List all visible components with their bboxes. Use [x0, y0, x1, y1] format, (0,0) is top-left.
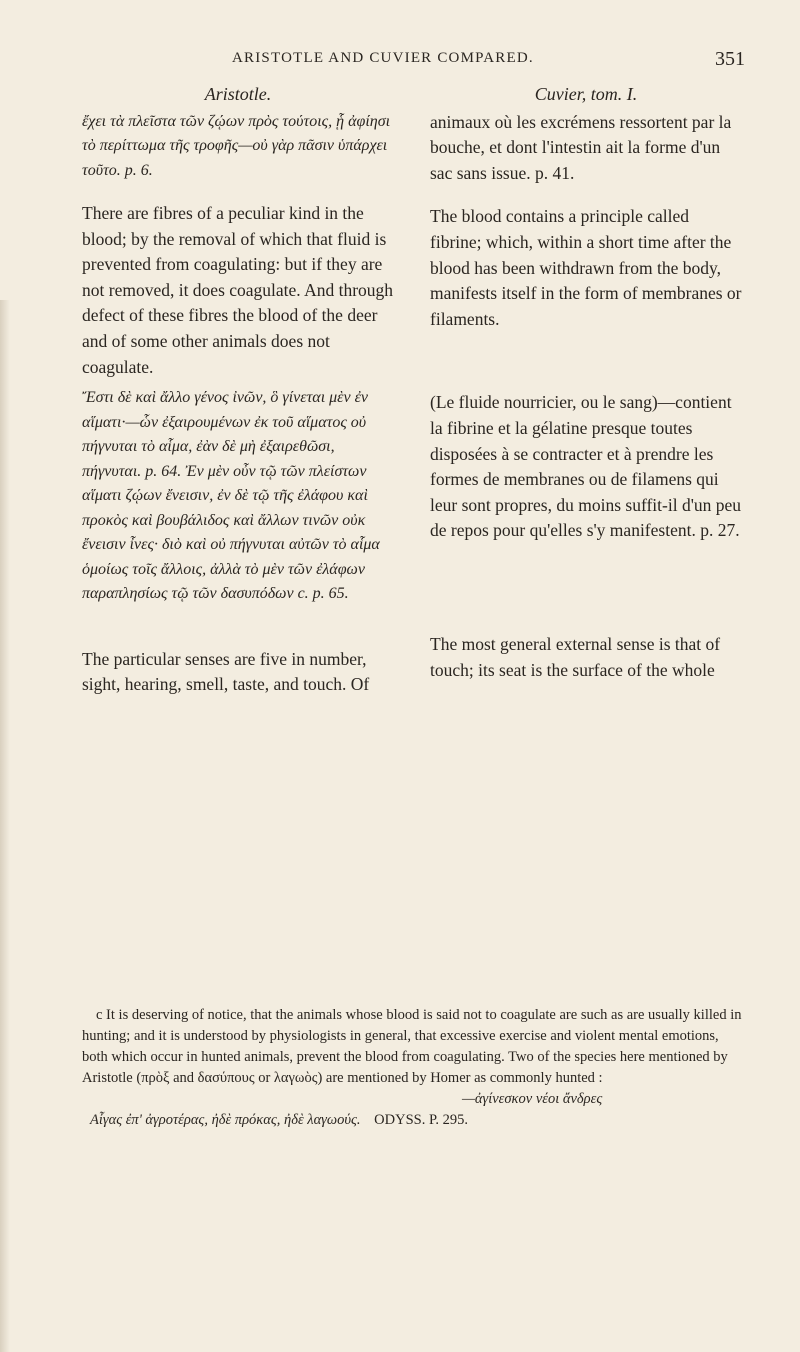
- right-column-heading: Cuvier, tom. I.: [534, 84, 638, 104]
- homer-quote-line-1: —ἀγίνεσκον νέοι ἄνδρες: [462, 1091, 603, 1107]
- running-head: ARISTOTLE AND CUVIER COMPARED.: [232, 50, 534, 66]
- left-column-heading: Aristotle.: [204, 84, 272, 104]
- page-edge-shadow: [0, 300, 10, 1352]
- homer-citation: ODYSS. P. 295.: [374, 1112, 469, 1128]
- greek-passage-2: Ἔστι δὲ καὶ ἄλλο γένος ἰνῶν, ὃ γίνεται μὲν ἐν αἵματι·—ὧν ἐξαιρουμένων ἐκ τοῦ αἵματος οὐ πήγνυται τὸ αἷμα, ἐὰν δὲ μὴ ἐξαιρεθῶσι, πήγνυται. p. 64. Ἐν μὲν οὖν τῷ τῶν πλείστων αἵματι ζῴων ἔνεισιν, ἐν δὲ τῷ τῆς ἐλάφου καὶ προκὸς καὶ βουβάλιδος καὶ ἄλλων τινῶν οὐκ ἔνεισιν ἶνες· διὸ καὶ οὐ πήγνυται αὐτῶν τὸ αἷμα ὁμοίως τοῖς ἄλλοις, ἀλλὰ τὸ μὲν τῶν ἐλάφων παραπλησίως τῷ τῶν δασυπόδων c. p. 65.: [82, 389, 380, 603]
- touch-paragraph: The most general external sense is that of touch; its seat is the surface of the whole: [430, 633, 721, 680]
- footnote: [82, 1005, 742, 1131]
- right-column-cuvier: [430, 82, 742, 683]
- homer-quote-line-2: [82, 1110, 742, 1131]
- blood-fibres-paragraph: There are fibres of a peculiar kind in the blood; by the removal of which that fluid is prevented from coagulating: but if they are not removed, it does coagulate. And through defect of these fibres the blood of the deer and of some other animals does not coagulate.: [82, 203, 394, 377]
- french-passage-1: animaux où les excrémens ressortent par la bouche, et dont l'intestin ait la forme d'un sac sans issue. p. 41.: [430, 111, 732, 183]
- footnote-text: c It is deserving of notice, that the animals whose blood is said not to coagulate are such as are usually killed in hunting; and it is understood by physiologists in general, that excessive exercise and violent mental emotions, both which occur in hunted animals, prevent the blood from coagulating. Two of the species here mentioned by Aristotle (πρὸξ and δασύπους or λαγωὸς) are mentioned by Homer as commonly hunted :: [82, 1007, 742, 1086]
- left-column-aristotle: [82, 82, 394, 698]
- greek-passage-1: ἔχει τὰ πλεῖστα τῶν ζῴων πρὸς τούτοις, ᾗ ἀφίησι τὸ περίττωμα τῆς τροφῆς—οὐ γὰρ πᾶσιν ὑπάρχει τοῦτο. p. 6.: [82, 112, 391, 179]
- page-number: 351: [715, 48, 745, 70]
- fibrine-paragraph: The blood contains a principle called fibrine; which, within a short time after the blood has been withdrawn from the body, manifests itself in the form of membranes or filaments.: [430, 206, 742, 329]
- french-passage-2: (Le fluide nourricier, ou le sang)—contient la fibrine et la gélatine presque toutes disposées à se contracter et à prendre les formes de membranes ou de filamens qui leur sont propres, du moins suffit-il d'un peu de repos pour qu'elles s'y manifestent. p. 27.: [430, 392, 741, 541]
- homer-quote-text: Αἶγας ἐπ' ἀγροτέρας, ἠδὲ πρόκας, ἠδὲ λαγωούς.: [90, 1112, 361, 1128]
- senses-paragraph: The particular senses are five in number, sight, hearing, smell, taste, and touch. Of: [82, 648, 370, 695]
